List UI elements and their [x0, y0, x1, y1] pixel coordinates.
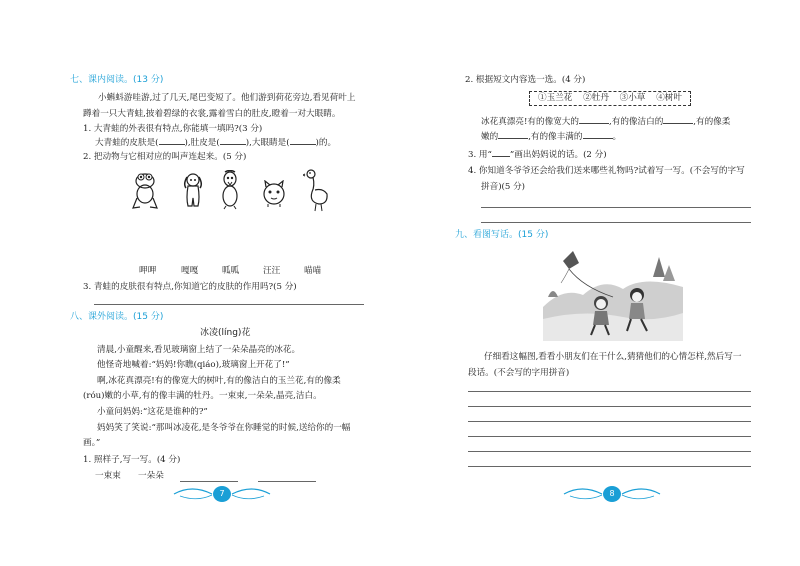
goose-icon [303, 168, 329, 212]
underline-sample [492, 156, 510, 157]
question-7-1: 1. 大青蛙的外表很有特点,你能填一填吗?(3 分) [83, 124, 263, 134]
fill-text: ,有的像柔 [693, 117, 731, 127]
writing-prompt: 仔细看这幅图,看看小朋友们在干什么,猜猜他们的心情怎样,然后写一 [484, 352, 742, 362]
question-4: 4. 你知道冬爷爷还会给我们送来哪些礼物吗?试着写一写。(不会写的字写 [468, 166, 745, 176]
fill-text-a: 大青蛙的皮肤是( [95, 138, 159, 148]
fill-text: ,有的像丰满的 [528, 132, 583, 142]
q3-text: 3. 用“ [468, 150, 492, 160]
page-number: 7 [219, 489, 225, 498]
answer-line[interactable] [481, 222, 751, 223]
story-paragraph: 小童问妈妈:“这花是谁种的?” [97, 407, 208, 417]
choice-box [529, 91, 691, 106]
question-3 [468, 150, 607, 161]
fill-text-b: ),肚皮是( [184, 138, 220, 148]
example-word: 一束束 [95, 471, 121, 481]
answer-line[interactable] [468, 421, 751, 422]
story-paragraph: 清晨,小童醒来,看见玻璃窗上结了一朵朵晶亮的冰花。 [97, 345, 301, 355]
answer-line[interactable] [94, 304, 364, 305]
section-8-title: 八、课外阅读。(15 分) [70, 312, 164, 322]
answer-blank[interactable] [498, 138, 528, 139]
answer-line[interactable] [468, 406, 751, 407]
writing-prompt: 段话。(不会写的字用拼音) [468, 368, 570, 378]
question-8-1: 1. 照样子,写一写。(4 分) [83, 455, 181, 465]
question-4-cont: 拼音)(5 分) [481, 182, 526, 192]
answer-line[interactable] [481, 207, 751, 208]
answer-line[interactable] [468, 436, 751, 437]
choice-option: ④树叶 [656, 93, 682, 103]
example-word: 一朵朵 [138, 471, 164, 481]
story-paragraph: (róu)嫩的小草,有的像丰满的牡丹。一束束,一朵朵,晶亮,洁白。 [83, 391, 322, 401]
q3-text: ”画出妈妈说的话。(2 分) [509, 150, 607, 160]
sound-label: 呱呱 [222, 266, 240, 276]
fill-text: 。 [612, 132, 622, 142]
answer-line[interactable] [468, 466, 751, 467]
sound-label: 嘎嘎 [181, 266, 199, 276]
answer-blank[interactable] [159, 144, 185, 145]
answer-blank[interactable] [290, 144, 316, 145]
dog-icon [182, 172, 204, 210]
fill-text: 冰花真漂亮!有的像宽大的 [481, 117, 579, 127]
sound-label: 汪汪 [263, 266, 281, 276]
answer-line[interactable] [468, 451, 751, 452]
choice-option: ③小草 [619, 93, 646, 103]
page-number: 8 [609, 489, 615, 498]
section-7-title: 七、课内阅读。(13 分) [70, 75, 164, 85]
cat-icon [260, 180, 288, 208]
fill-text-d: )的。 [315, 138, 337, 148]
passage-line-1: 小蝌蚪游哇游,过了几天,尾巴变短了。他们游到荷花旁边,看见荷叶上 [98, 93, 356, 103]
fill-text: ,有的像洁白的 [609, 117, 664, 127]
choice-option: ①玉兰花 [538, 93, 573, 103]
fill-text-c: ),大眼睛是( [245, 138, 290, 148]
story-paragraph: 妈妈笑了笑说:“那叫冰凌花,是冬爷爷在你睡觉的时候,送给你的一幅 [97, 423, 351, 433]
answer-blank[interactable] [583, 138, 613, 139]
story-paragraph: 啊,冰花真漂亮!有的像宽大的树叶,有的像洁白的玉兰花,有的像柔 [97, 376, 341, 386]
question-7-1-fill [95, 138, 336, 149]
fill-sentence [481, 132, 621, 143]
choice-option: ②牡丹 [583, 93, 609, 103]
fill-text: 嫩的 [481, 132, 499, 142]
answer-line[interactable] [468, 391, 751, 392]
question-7-2: 2. 把动物与它相对应的叫声连起来。(5 分) [83, 152, 247, 162]
answer-blank[interactable] [220, 144, 246, 145]
answer-blank[interactable] [579, 123, 609, 124]
sound-label: 喵喵 [304, 266, 322, 276]
frog-icon [132, 170, 158, 210]
section-9-title: 九、看图写话。(15 分) [455, 230, 549, 240]
story-paragraph: 画。” [83, 438, 101, 448]
story-title: 冰凌(líng)花 [200, 328, 251, 338]
kite-flying-illustration [543, 247, 683, 341]
answer-blank[interactable] [663, 123, 693, 124]
duck-icon [219, 170, 241, 210]
sound-label: 呷呷 [139, 266, 157, 276]
story-paragraph: 他怪奇地喊着:“妈妈!你瞧(qiáo),玻璃窗上开花了!” [97, 360, 290, 370]
fill-sentence [481, 117, 730, 128]
question-2: 2. 根据短文内容选一选。(4 分) [465, 75, 586, 85]
passage-line-2: 蹲着一只大青蛙,披着碧绿的衣裳,露着雪白的肚皮,瞪着一对大眼睛。 [83, 109, 341, 119]
question-7-3: 3. 青蛙的皮肤很有特点,你知道它的皮肤的作用吗?(5 分) [83, 282, 297, 292]
